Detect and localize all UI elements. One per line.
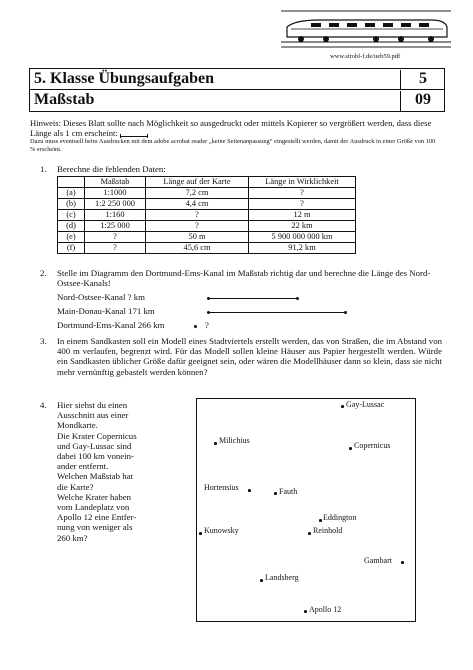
table-cell: 12 m [249,210,356,221]
title-box [29,68,445,112]
scale-table [57,176,356,254]
table-cell: 1:160 [85,210,146,221]
hint [30,118,442,138]
task4-number: 4. [40,400,47,410]
canal-label-main-donau: Main-Donau-Kanal 171 km [57,306,155,316]
table-cell: (a) [58,188,85,199]
table-cell: 1:1000 [85,188,146,199]
task4-line: und Gay-Lussac sind [57,440,132,451]
main-donau-line [208,312,345,313]
train-logo [281,7,451,51]
table-cell: (f) [58,243,85,254]
table-row [58,188,356,199]
table-cell: (d) [58,221,85,232]
task4-line: vom Landeplatz von [57,502,130,513]
table-cell: ? [249,199,356,210]
crater-point [401,561,404,564]
sheet-number: 09 [400,91,445,111]
dortmund-ems-question: ? [205,320,209,330]
table-cell: 5 900 000 000 km [249,232,356,243]
table-header-cell: Maßstab [85,177,146,188]
table-row [58,243,356,254]
hint-text: Hinweis: Dieses Blatt sollte nach Möglichkeit so ausgedruckt oder mittels Kopierer so vergrößert werden, dass diese Länge als 1 cm erscheint: [30,118,432,138]
task4-line: Die Krater Copernicus [57,430,137,441]
crater-reinhold: Reinhold [313,526,343,535]
task3-number: 3. [40,336,47,346]
task4-line: die Karte? [57,481,94,492]
table-row [58,232,356,243]
crater-copernicus: Copernicus [354,441,391,450]
table-cell: 50 m [146,232,249,243]
line-endpoint [207,297,210,300]
grade-number: 5 [400,70,445,90]
table-header-cell [58,177,85,188]
task4-line: Hier siehst du einen [57,400,128,410]
task4-line: Welche Krater haben [57,491,132,502]
table-cell: (e) [58,232,85,243]
table-cell: 22 km [249,221,356,232]
table-cell: 7,2 cm [146,188,249,199]
task2-text: Stelle im Diagramm den Dortmund-Ems-Kanal im Maßstab richtig dar und berechne die Länge des Nord-Ostsee-Kanals! [57,268,431,289]
table-cell: ? [146,210,249,221]
task4-line: ander entfernt. [57,461,109,472]
table-cell: ? [146,221,249,232]
task4-line: Apollo 12 eine Entfer- [57,512,137,523]
table-cell: (b) [58,199,85,210]
table-row [58,210,356,221]
canal-label-dortmund-ems: Dortmund-Ems-Kanal 266 km [57,320,165,330]
task2-number: 2. [40,268,47,278]
hint-small: Dazu muss eventuell beim Ausdrucken mit dem adobe acrobat reader „keine Seitenanpassung“ eingestellt werden, damit der Ausdruck in einer Größe von 100 % erscheint. [30,138,436,153]
task4-line: Ausschnitt aus einer [57,410,129,421]
crater-point [199,532,202,535]
table-cell: (c) [58,210,85,221]
crater-landsberg: Landsberg [265,573,299,582]
table-row [58,199,356,210]
table-cell: 91,2 km [249,243,356,254]
crater-point [304,610,307,613]
crater-apollo-12: Apollo 12 [309,605,342,614]
task1-text: Berechne die fehlenden Daten: [57,164,166,174]
table-cell: 1:25 000 [85,221,146,232]
table-row [58,221,356,232]
nord-ostsee-line [208,298,297,299]
crater-point [319,519,322,522]
crater-fauth: Fauth [279,487,298,496]
crater-gay-lussac: Gay-Lussac [346,400,385,409]
crater-eddington: Eddington [323,513,357,522]
task4-line: nung von weniger als [57,522,133,533]
crater-gambart: Gambart [364,556,392,565]
crater-milichius: Milichius [219,436,250,445]
line-endpoint [194,325,197,328]
table-cell: 45,6 cm [146,243,249,254]
table-cell: 4,4 cm [146,199,249,210]
crater-kunowsky: Kunowsky [204,526,239,535]
table-cell: ? [85,243,146,254]
table-cell: ? [85,232,146,243]
moon-map [196,398,416,622]
crater-point [260,579,263,582]
table-cell: 1:2 250 000 [85,199,146,210]
task4-line: dabei 100 km vonein- [57,451,134,462]
crater-point [214,442,217,445]
crater-point [349,447,352,450]
table-header-row [58,177,356,188]
one-cm-scale-mark [120,132,148,137]
table-cell: ? [249,188,356,199]
table-header-cell: Länge auf der Karte [146,177,249,188]
task4-line: Mondkarte. [57,420,98,431]
page-title: 5. Klasse Übungsaufgaben [34,70,215,87]
canal-label-nord-ostsee: Nord-Ostsee-Kanal ? km [57,292,145,302]
task3-text: In einem Sandkasten soll ein Modell eines Stadtviertels erstellt werden, das von Straßen, die im Abstand von 400 m verlaufen, begrenzt wird. Für das Modell sollen kleine Häuser aus Papier hergestellt werden. Würde ein Sandkasten üblicher Größe dafür geeignet sein, oder wären die Modellhäuser dann so klein, dass sie nicht mehr vernünftig gebastelt werden können? [57,336,442,377]
crater-point [274,492,277,495]
source-url: www.strobl-f.de/ueb59.pdf [330,53,401,60]
line-endpoint [344,311,347,314]
task4-line: 260 km? [57,532,88,543]
task1-number: 1. [40,164,47,174]
page-subtitle: Maßstab [34,91,95,108]
table-header-cell: Länge in Wirklichkeit [249,177,356,188]
task4-text [57,400,191,543]
line-endpoint [207,311,210,314]
crater-point [308,532,311,535]
crater-point [248,489,251,492]
crater-hortensius: Hortensius [204,483,239,492]
line-endpoint [296,297,299,300]
crater-point [341,405,344,408]
task4-line: Welchen Maßstab hat [57,471,133,482]
